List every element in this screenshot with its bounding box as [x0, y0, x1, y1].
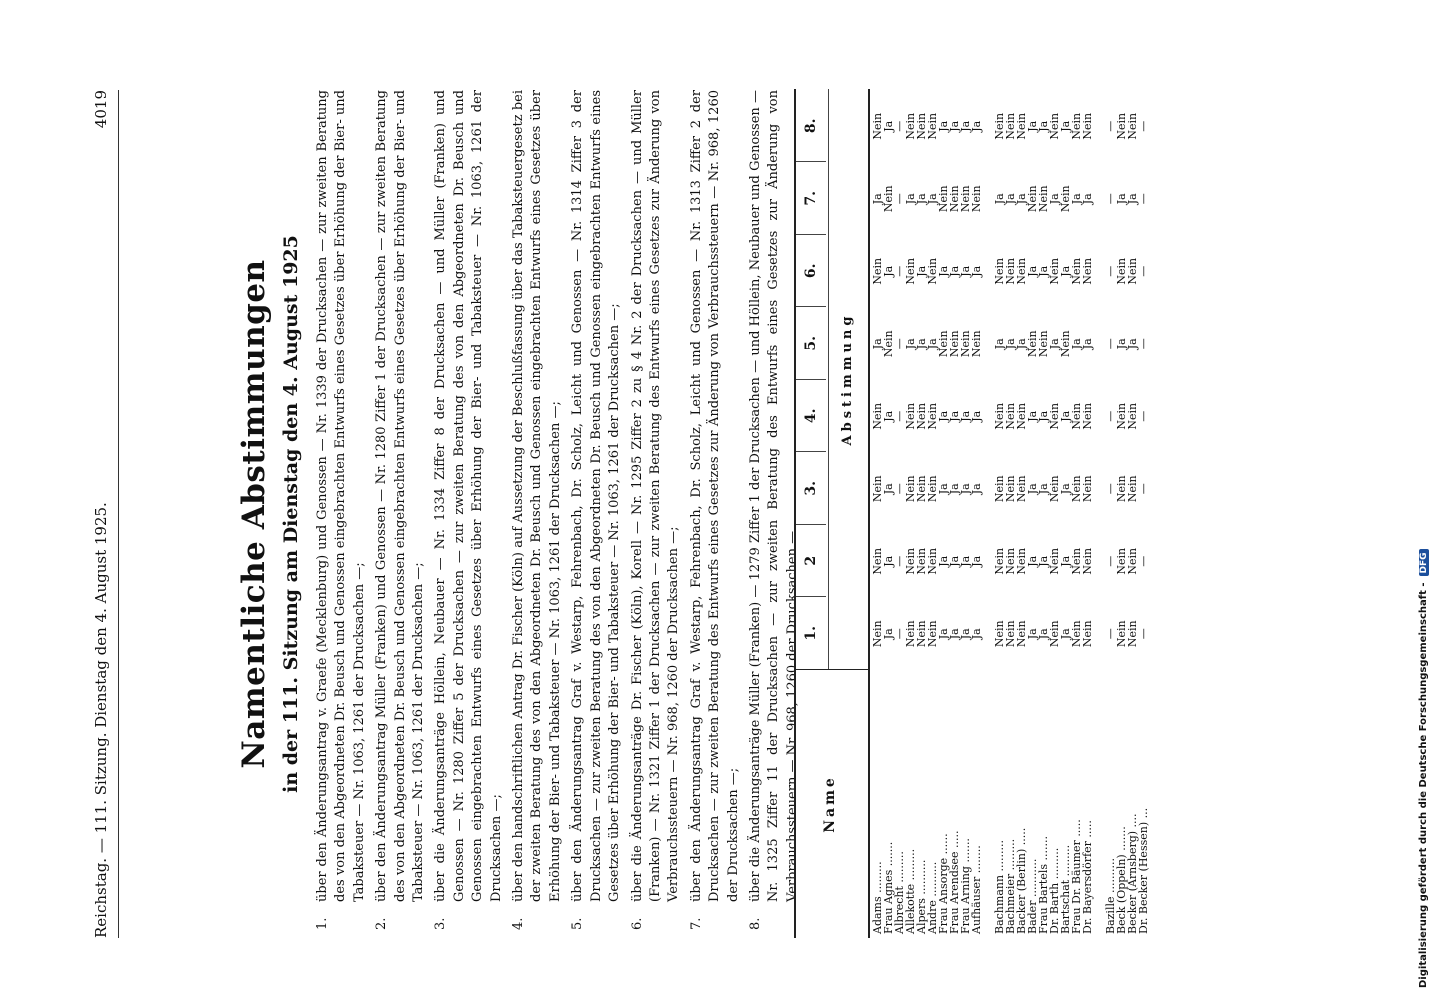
vote-cell: Ja — [915, 265, 928, 277]
vote-cell: Ja — [1026, 483, 1039, 495]
vote-cell: — — [1104, 193, 1117, 205]
vote-cell: Nein — [948, 185, 961, 213]
vote-cell: Ja — [1037, 265, 1050, 277]
table-row — [883, 90, 894, 938]
vote-cell: Ja — [937, 555, 950, 567]
member-name: Bachmann ......... — [993, 839, 1006, 934]
column-number: 1. — [796, 597, 826, 670]
vote-cell: — — [1137, 265, 1150, 277]
vote-cell: Nein — [1081, 402, 1094, 430]
vote-cell: Nein — [904, 547, 917, 575]
vote-cell: Ja — [1115, 338, 1128, 350]
member-name: Alpers .......... — [915, 859, 928, 934]
member-name: Dr. Barth ......... — [1048, 847, 1061, 934]
vote-cell: Nein — [904, 475, 917, 503]
vote-cell: — — [893, 628, 906, 640]
member-name: Frau Arendsee ..... — [948, 830, 961, 934]
vote-cell: Nein — [904, 112, 917, 140]
vote-cell: Nein — [871, 620, 884, 648]
vote-cell: Nein — [1048, 402, 1061, 430]
vote-cell: Nein — [1026, 330, 1039, 358]
table-row — [949, 90, 960, 938]
vote-cell: Nein — [915, 402, 928, 430]
vote-cell: Ja — [1037, 410, 1050, 422]
motion-item — [629, 90, 684, 930]
vote-cell: Nein — [1115, 257, 1128, 285]
page-subtitle: in der 111. Sitzung am Dienstag den 4. August 1925 — [280, 235, 302, 793]
vote-cell: Ja — [882, 555, 895, 567]
vote-cell: Nein — [993, 402, 1006, 430]
vote-cell: Nein — [1037, 185, 1050, 213]
vote-cell: Ja — [1059, 483, 1072, 495]
motion-number: 3. — [433, 917, 449, 930]
member-name: Beck (Oppeln) ....... — [1115, 826, 1128, 934]
vote-cell: Nein — [882, 330, 895, 358]
name-header-label: Name — [822, 775, 838, 833]
table-row — [1060, 90, 1071, 938]
vote-cell: Ja — [959, 555, 972, 567]
motion-item — [510, 90, 565, 930]
group-header: Abstimmung — [828, 89, 867, 669]
vote-cell: Nein — [926, 620, 939, 648]
vote-cell: Nein — [1059, 330, 1072, 358]
vote-cell: Nein — [937, 330, 950, 358]
member-name: Allekotte ......... — [904, 848, 917, 934]
vote-cell: Ja — [1015, 193, 1028, 205]
vote-cell: Ja — [970, 555, 983, 567]
vote-cell: Nein — [1115, 547, 1128, 575]
table-row — [960, 90, 971, 938]
vote-cell: Ja — [1026, 120, 1039, 132]
member-name: Frau Agnes ....... — [882, 841, 895, 934]
vote-cell: — — [1137, 555, 1150, 567]
vote-cell: Nein — [926, 547, 939, 575]
vote-cell: Nein — [1070, 547, 1083, 575]
vote-cell: Nein — [904, 402, 917, 430]
vote-cell: Nein — [1004, 475, 1017, 503]
table-row — [1027, 90, 1038, 938]
motion-text: über den handschriftlichen Antrag Dr. Fischer (Köln) auf Aussetzung der Beschlußfassung über das Tabaksteuergesetz bei der zweiten Beratung des von den Abgeordneten Dr. Beusch und Genossen eingebrachten Entwurfs eines Gesetzes über Erhöhung der Bier- und Tabaksteuer — Nr. 1063, 1261 der Drucksachen —; — [511, 90, 563, 902]
table-row — [894, 90, 905, 938]
vote-cell: Ja — [926, 338, 939, 350]
vote-cell: Ja — [882, 410, 895, 422]
vote-cell: Nein — [1015, 620, 1028, 648]
vote-cell: — — [1137, 338, 1150, 350]
motion-list — [314, 90, 806, 930]
vote-cell: — — [1104, 410, 1117, 422]
vote-cell: Nein — [915, 112, 928, 140]
member-name: Frau Ansorge ...... — [937, 833, 950, 934]
vote-cell: Nein — [1126, 475, 1139, 503]
vote-cell: Ja — [959, 410, 972, 422]
vote-cell: Nein — [1048, 257, 1061, 285]
page-title: Namentliche Abstimmungen — [236, 259, 272, 769]
vote-cell: Ja — [993, 338, 1006, 350]
motion-text: über die Änderungsanträge Müller (Franken) — 1279 Ziffer 1 der Drucksachen — und Höllein, Neubauer und Genossen — Nr. 1325 Ziffer 11 der Drucksachen — zur zweiten Beratung des Entwurfs eines Gesetzes zur Änderung von Verbrauchssteuern — Nr. 968, 1260 der Drucksachen —. — [747, 90, 800, 902]
vote-cell: Nein — [926, 257, 939, 285]
vote-cell: Nein — [871, 257, 884, 285]
vote-cell: Ja — [993, 193, 1006, 205]
column-number: 4. — [796, 379, 826, 452]
motion-number: 6. — [629, 917, 645, 930]
vote-cell: — — [1137, 628, 1150, 640]
vote-cell: Nein — [937, 185, 950, 213]
table-row — [1105, 90, 1116, 938]
vote-cell: Ja — [1037, 555, 1050, 567]
vote-cell: — — [1104, 555, 1117, 567]
member-name: Frau Bartels ....... — [1037, 836, 1050, 934]
member-name: Andre .......... — [926, 861, 939, 934]
vote-cell: Ja — [970, 628, 983, 640]
motion-item — [432, 90, 506, 930]
vote-cell: Nein — [1115, 620, 1128, 648]
vote-cell: Nein — [904, 257, 917, 285]
column-number: 6. — [796, 234, 826, 307]
vote-cell: Ja — [937, 265, 950, 277]
vote-cell: Nein — [882, 185, 895, 213]
vote-cell: Nein — [970, 330, 983, 358]
vote-cell: Ja — [948, 555, 961, 567]
vote-cell: Nein — [948, 330, 961, 358]
vote-cell: Nein — [1015, 112, 1028, 140]
vote-cell: Ja — [1026, 265, 1039, 277]
table-body — [872, 90, 1149, 938]
vote-cell: Nein — [1037, 330, 1050, 358]
vote-cell: Ja — [882, 265, 895, 277]
vote-cell: Nein — [871, 475, 884, 503]
vote-cell: Ja — [1070, 338, 1083, 350]
vote-cell: Ja — [882, 483, 895, 495]
vote-cell: Ja — [1059, 628, 1072, 640]
vote-cell: — — [1104, 120, 1117, 132]
vote-cell: Ja — [1081, 338, 1094, 350]
vote-cell: Nein — [959, 185, 972, 213]
column-number: 5. — [796, 307, 826, 380]
row-gap — [982, 90, 994, 938]
vote-cell: Nein — [1004, 257, 1017, 285]
vote-cell: — — [1137, 410, 1150, 422]
vote-cell: — — [1104, 483, 1117, 495]
vote-cell: — — [1104, 338, 1117, 350]
member-name: Bartschat ......... — [1059, 844, 1072, 934]
motion-number: 8. — [747, 917, 763, 930]
motion-text: über den Änderungsantrag v. Graefe (Mecklenburg) und Genossen — Nr. 1339 der Drucksachen — zur zweiten Beratung des von den Abgeordneten Dr. Beusch und Genossen eingebrachten Entwurfs eines Gesetzes über Erhöhung der Bier- und Tabaksteuer — Nr. 1063, 1261 der Drucksachen —; — [315, 90, 367, 902]
vote-cell: Ja — [1070, 193, 1083, 205]
table-row — [1082, 90, 1093, 938]
motion-item — [373, 90, 428, 930]
vote-cell: Nein — [1059, 185, 1072, 213]
vote-cell: — — [893, 555, 906, 567]
vote-cell: Nein — [1048, 620, 1061, 648]
vote-cell: Ja — [904, 193, 917, 205]
vote-cell: Nein — [1015, 475, 1028, 503]
vote-cell: Ja — [1048, 338, 1061, 350]
vote-cell: Nein — [1070, 257, 1083, 285]
vote-cell: Nein — [915, 547, 928, 575]
member-name: Bazille .......... — [1104, 858, 1117, 934]
motion-text: über die Änderungsanträge Dr. Fischer (Köln), Korell — Nr. 1295 Ziffer 2 zu § 4 Nr. 2 der Drucksachen — und Müller (Franken) — Nr. 1321 Ziffer 1 der Drucksachen — zur zweiten Beratung des Entwurfs eines Gesetzes zur Änderung von Verbrauchssteuern — Nr. 968, 1260 der Drucksachen —; — [629, 90, 682, 902]
vote-cell: Nein — [959, 330, 972, 358]
member-name: Becker (Arnsberg) .... — [1126, 813, 1139, 934]
motion-number: 4. — [511, 917, 527, 930]
vote-cell: Nein — [1026, 185, 1039, 213]
member-name: Frau Dr. Bäumer ..... — [1070, 819, 1083, 934]
dfg-logo: DFG — [1419, 549, 1429, 576]
vote-cell: Ja — [882, 120, 895, 132]
motion-number: 2. — [374, 917, 390, 930]
vote-cell: Ja — [1126, 193, 1139, 205]
vote-cell: Nein — [1070, 112, 1083, 140]
member-name: Bader ........... — [1026, 858, 1039, 934]
vote-cell: Nein — [1015, 257, 1028, 285]
vote-cell: Nein — [926, 402, 939, 430]
table-row — [1138, 90, 1149, 938]
table-row — [971, 90, 982, 938]
table-row — [916, 90, 927, 938]
credit-text-wrap — [1418, 8, 1434, 988]
vote-cell: — — [893, 120, 906, 132]
member-name: Backer (Berlin) ..... — [1015, 827, 1028, 934]
motion-number: 1. — [315, 917, 330, 930]
vote-cell: Ja — [1059, 410, 1072, 422]
vote-cell: Nein — [1115, 112, 1128, 140]
vote-cell: Nein — [1048, 547, 1061, 575]
vote-cell: — — [1104, 265, 1117, 277]
vote-cell: Nein — [1081, 112, 1094, 140]
motion-text: über die Änderungsanträge Höllein, Neubauer — Nr. 1334 Ziffer 8 der Drucksachen — und Müller (Franken) und Genossen — Nr. 1280 Ziffer 5 der Drucksachen — zur zweiten Beratung des von den Abgeordneten Dr. Beusch und Genossen eingebrachten Entwurfs eines Gesetzes über Erhöhung der Bier- und Tabaksteuer — Nr. 1063, 1261 der Drucksachen —; — [433, 90, 504, 902]
table-row — [994, 90, 1005, 938]
vote-cell: Nein — [1070, 402, 1083, 430]
member-name: Frau Arning ....... — [959, 838, 972, 934]
vote-cell: Ja — [937, 483, 950, 495]
vote-cell: Nein — [993, 547, 1006, 575]
member-name: Aufhäuser ........ — [970, 845, 983, 934]
vote-cell: Ja — [1059, 120, 1072, 132]
vote-cell: Ja — [915, 193, 928, 205]
vote-cell: — — [893, 410, 906, 422]
vote-cell: Ja — [948, 628, 961, 640]
vote-cell: Nein — [1081, 475, 1094, 503]
row-gap — [1093, 90, 1105, 938]
vote-cell: Nein — [1048, 112, 1061, 140]
table-row — [1016, 90, 1027, 938]
motion-item — [688, 90, 743, 930]
vote-cell: Nein — [1126, 112, 1139, 140]
vote-cell: Ja — [948, 265, 961, 277]
vote-cell: Nein — [1126, 402, 1139, 430]
credit-text: Digitalisierung gefördert durch die Deutsche Forschungsgemeinschaft - — [1418, 582, 1429, 988]
table-row — [1038, 90, 1049, 938]
vote-cell: Ja — [1015, 338, 1028, 350]
vote-cell: Nein — [1015, 547, 1028, 575]
motion-text: über den Änderungsantrag Graf v. Westarp, Fehrenbach, Dr. Scholz, Leicht und Genossen — Nr. 1314 Ziffer 3 der Drucksachen — zur zweiten Beratung des von den Abgeordneten Dr. Beusch und Genossen eingebrachten Entwurfs eines Gesetzes über Erhöhung der Bier- und Tabaksteuer — Nr. 1063, 1261 der Drucksachen —; — [570, 90, 623, 902]
vote-cell: Nein — [1070, 475, 1083, 503]
table-row — [1049, 90, 1060, 938]
vote-cell: Nein — [1004, 112, 1017, 140]
vote-cell: Nein — [1081, 257, 1094, 285]
vote-cell: Ja — [882, 628, 895, 640]
vote-cell: — — [1137, 483, 1150, 495]
motion-number: 7. — [688, 917, 704, 930]
vote-cell: — — [1137, 120, 1150, 132]
name-column-header — [794, 670, 870, 938]
vote-cell: Nein — [926, 475, 939, 503]
vote-cell: Nein — [993, 475, 1006, 503]
vote-cell: Nein — [1115, 402, 1128, 430]
table-row — [905, 90, 916, 938]
table-row — [1116, 90, 1127, 938]
member-name: Adams ......... — [871, 861, 884, 934]
vote-cell: Nein — [1115, 475, 1128, 503]
vote-cell: Ja — [959, 120, 972, 132]
motion-item — [314, 90, 369, 930]
vote-cell: Nein — [1070, 620, 1083, 648]
vote-cell: Nein — [1126, 547, 1139, 575]
vote-cell: — — [893, 483, 906, 495]
vote-cell: Ja — [1026, 410, 1039, 422]
vote-cell: Ja — [915, 338, 928, 350]
vote-cell: Ja — [1037, 628, 1050, 640]
vote-cell: — — [893, 193, 906, 205]
vote-cell: Ja — [1059, 265, 1072, 277]
table-row — [1005, 90, 1016, 938]
vote-cell: Ja — [1004, 193, 1017, 205]
vote-cell: Ja — [948, 120, 961, 132]
vote-cell: Ja — [970, 120, 983, 132]
vote-cell: Nein — [1126, 620, 1139, 648]
vote-cell: Ja — [970, 410, 983, 422]
table-row — [1071, 90, 1082, 938]
vote-cell: Nein — [1004, 547, 1017, 575]
vote-cell: Nein — [915, 620, 928, 648]
vote-cell: Ja — [970, 483, 983, 495]
vote-cell: Ja — [1004, 338, 1017, 350]
vote-cell: Ja — [1081, 193, 1094, 205]
vote-cell: Nein — [904, 620, 917, 648]
vote-cell: Ja — [1037, 120, 1050, 132]
member-name: Bachmeier ......... — [1004, 838, 1017, 934]
table-row — [938, 90, 949, 938]
vote-cell: Nein — [993, 620, 1006, 648]
vote-cell: Nein — [1126, 257, 1139, 285]
vote-cell: Ja — [937, 628, 950, 640]
vote-cell: Ja — [871, 193, 884, 205]
vote-cell: Nein — [1004, 620, 1017, 648]
vote-cell: Nein — [1081, 547, 1094, 575]
vote-cell: Ja — [1115, 193, 1128, 205]
member-name: Dr. Bayersdörfer ..... — [1081, 820, 1094, 934]
vote-cell: Ja — [1126, 338, 1139, 350]
vote-cell: Nein — [970, 185, 983, 213]
vote-cell: — — [1104, 628, 1117, 640]
vote-cell: — — [893, 338, 906, 350]
vote-cell: Nein — [1081, 620, 1094, 648]
motion-number: 5. — [570, 917, 586, 930]
motion-text: über den Änderungsantrag Graf v. Westarp, Fehrenbach, Dr. Scholz, Leicht und Genossen — Nr. 1313 Ziffer 2 der Drucksachen — zur zweiten Beratung des Entwurfs eines Gesetzes zur Änderung von Verbrauchssteuern — Nr. 968, 1260 der Drucksachen —; — [688, 90, 741, 902]
column-number: 2 — [796, 524, 826, 597]
vote-cell: Nein — [871, 547, 884, 575]
page-number: 4019 — [92, 90, 110, 129]
vote-cell: Ja — [1026, 628, 1039, 640]
vote-cell: Ja — [959, 265, 972, 277]
vote-cell: Ja — [926, 193, 939, 205]
running-head: Reichstag. — 111. Sitzung. Dienstag den 4. August 1925. — [92, 502, 110, 938]
vote-cell: — — [1137, 193, 1150, 205]
vote-cell: Nein — [871, 112, 884, 140]
vote-cell: Nein — [871, 402, 884, 430]
vote-cell: Ja — [959, 483, 972, 495]
vote-cell: Ja — [948, 410, 961, 422]
vote-cell: Nein — [993, 112, 1006, 140]
vote-cell: Nein — [1004, 402, 1017, 430]
vote-cell: Ja — [937, 410, 950, 422]
vote-cell: Ja — [1037, 483, 1050, 495]
vote-cell: Ja — [948, 483, 961, 495]
vote-cell: Ja — [1059, 555, 1072, 567]
vote-cell: Ja — [1026, 555, 1039, 567]
motion-text: über den Änderungsantrag Müller (Franken) und Genossen — Nr. 1280 Ziffer 1 der Drucksachen — zur zweiten Beratung des von den Abgeordneten Dr. Beusch und Genossen eingebrachten Entwurfs eines Gesetzes über Erhöhung der Bier- und Tabaksteuer — Nr. 1063, 1261 der Drucksachen —; — [374, 90, 427, 902]
vote-cell: Nein — [926, 112, 939, 140]
vote-cell: — — [893, 265, 906, 277]
member-name: Dr. Becker (Hessen) ... — [1137, 807, 1150, 934]
column-number: 7. — [796, 162, 826, 235]
table-row — [927, 90, 938, 938]
vote-cell: Ja — [959, 628, 972, 640]
vote-columns-header — [794, 89, 870, 670]
vote-cell: Ja — [1048, 193, 1061, 205]
vote-cell: Nein — [1048, 475, 1061, 503]
column-number: 8. — [803, 118, 819, 134]
vote-cell: Nein — [1015, 402, 1028, 430]
vote-cell: Ja — [904, 338, 917, 350]
vote-cell: Ja — [970, 265, 983, 277]
vote-cell: Nein — [993, 257, 1006, 285]
page-header — [92, 90, 114, 938]
motion-item — [569, 90, 624, 930]
header-rule — [118, 90, 119, 938]
vote-cell: Nein — [915, 475, 928, 503]
vote-cell: Ja — [937, 120, 950, 132]
sidebar-credit — [1418, 8, 1442, 998]
member-name: Albrecht ......... — [893, 851, 906, 934]
table-row — [872, 90, 883, 938]
vote-cell: Ja — [871, 338, 884, 350]
column-number: 3. — [796, 452, 826, 525]
